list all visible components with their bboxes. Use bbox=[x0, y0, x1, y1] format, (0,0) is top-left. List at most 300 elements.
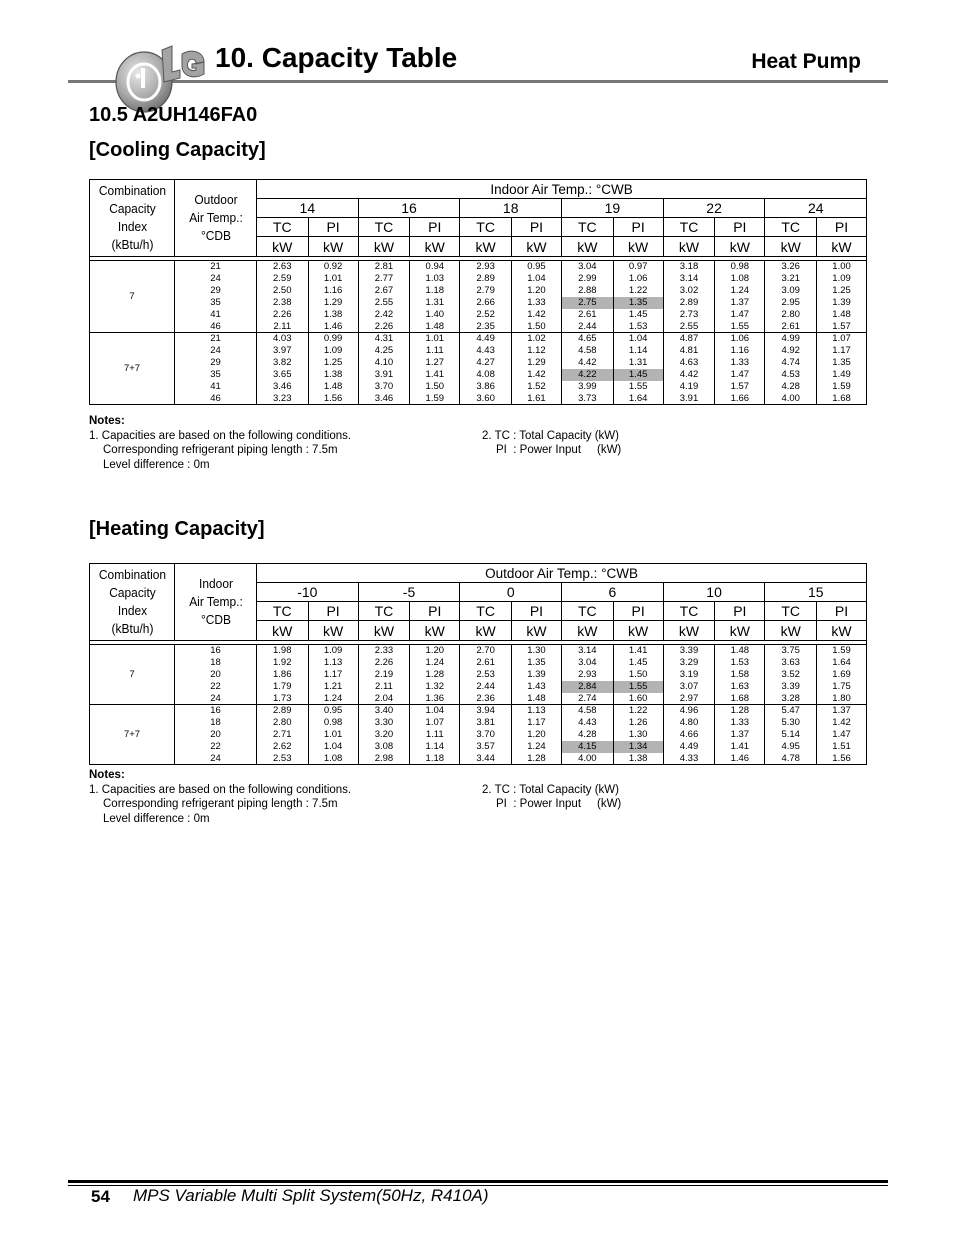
pi-header: PI bbox=[308, 602, 358, 621]
pi-value-cell: 1.56 bbox=[816, 753, 866, 765]
pi-value-cell: 1.68 bbox=[715, 693, 765, 705]
tc-value-cell: 2.44 bbox=[460, 681, 512, 693]
pi-value-cell: 1.04 bbox=[613, 333, 663, 345]
pi-value-cell: 1.31 bbox=[410, 297, 460, 309]
air-temp-cell: 41 bbox=[175, 381, 257, 393]
unit-header: kW bbox=[816, 621, 866, 641]
tc-value-cell: 4.42 bbox=[663, 369, 715, 381]
pi-value-cell: 1.29 bbox=[308, 297, 358, 309]
table-row bbox=[90, 273, 867, 285]
pi-header: PI bbox=[410, 602, 460, 621]
pi-value-cell: 1.41 bbox=[613, 645, 663, 657]
header-row bbox=[90, 180, 867, 199]
pi-value-cell: 1.37 bbox=[816, 705, 866, 717]
tc-value-cell: 4.81 bbox=[663, 345, 715, 357]
pi-value-cell: 1.32 bbox=[410, 681, 460, 693]
pi-value-cell: 1.12 bbox=[511, 345, 561, 357]
header-row bbox=[90, 564, 867, 583]
unit-header: kW bbox=[715, 237, 765, 257]
tc-value-cell: 2.26 bbox=[358, 321, 410, 333]
pi-value-cell: 1.39 bbox=[816, 297, 866, 309]
table-row bbox=[90, 381, 867, 393]
pi-value-cell: 1.45 bbox=[613, 369, 663, 381]
pi-value-cell: 1.57 bbox=[816, 321, 866, 333]
pi-value-cell: 1.09 bbox=[308, 645, 358, 657]
pi-value-cell: 1.53 bbox=[715, 657, 765, 669]
header-line: Air Temp.: bbox=[188, 210, 243, 225]
pi-value-cell: 1.20 bbox=[511, 285, 561, 297]
unit-header: kW bbox=[511, 621, 561, 641]
pi-value-cell: 1.48 bbox=[308, 381, 358, 393]
pi-header: PI bbox=[715, 218, 765, 237]
pi-value-cell: 1.18 bbox=[410, 285, 460, 297]
tc-value-cell: 3.39 bbox=[663, 645, 715, 657]
tc-value-cell: 3.04 bbox=[562, 657, 614, 669]
pi-value-cell: 1.09 bbox=[308, 345, 358, 357]
pi-value-cell: 0.92 bbox=[308, 261, 358, 273]
table-row bbox=[90, 369, 867, 381]
tc-value-cell: 4.15 bbox=[562, 741, 614, 753]
tc-value-cell: 3.02 bbox=[663, 285, 715, 297]
tc-value-cell: 4.78 bbox=[765, 753, 817, 765]
pi-value-cell: 1.38 bbox=[613, 753, 663, 765]
pi-value-cell: 1.14 bbox=[613, 345, 663, 357]
tc-value-cell: 3.18 bbox=[663, 261, 715, 273]
tc-value-cell: 2.75 bbox=[562, 297, 614, 309]
header-line: Outdoor bbox=[193, 192, 238, 207]
pi-value-cell: 1.24 bbox=[715, 285, 765, 297]
tc-value-cell: 3.19 bbox=[663, 669, 715, 681]
tc-value-cell: 3.52 bbox=[765, 669, 817, 681]
unit-header: kW bbox=[765, 237, 817, 257]
pi-value-cell: 1.80 bbox=[816, 693, 866, 705]
tc-header: TC bbox=[257, 602, 309, 621]
tc-value-cell: 3.21 bbox=[765, 273, 817, 285]
pi-value-cell: 1.60 bbox=[613, 693, 663, 705]
tc-value-cell: 4.28 bbox=[765, 381, 817, 393]
pi-value-cell: 1.04 bbox=[511, 273, 561, 285]
capacity-index-cell: 7 bbox=[90, 645, 175, 705]
note-2-pi: PI : Power Input (kW) bbox=[496, 798, 622, 810]
tc-header: TC bbox=[358, 218, 410, 237]
pi-value-cell: 1.34 bbox=[613, 741, 663, 753]
pi-value-cell: 1.33 bbox=[715, 357, 765, 369]
pi-value-cell: 1.64 bbox=[613, 393, 663, 405]
pi-value-cell: 1.48 bbox=[511, 693, 561, 705]
header-line: (kBtu/h) bbox=[111, 621, 153, 636]
temp-header: 6 bbox=[562, 583, 664, 602]
air-temp-cell: 18 bbox=[175, 717, 257, 729]
air-temp-cell: 29 bbox=[175, 357, 257, 369]
table-row bbox=[90, 309, 867, 321]
tc-value-cell: 2.38 bbox=[257, 297, 309, 309]
note-1: 1. Capacities are based on the following conditions. bbox=[89, 429, 352, 442]
tc-value-cell: 2.80 bbox=[257, 717, 309, 729]
pi-value-cell: 1.33 bbox=[511, 297, 561, 309]
tc-value-cell: 3.97 bbox=[257, 345, 309, 357]
tc-value-cell: 3.14 bbox=[663, 273, 715, 285]
pi-value-cell: 1.16 bbox=[715, 345, 765, 357]
pi-value-cell: 1.03 bbox=[410, 273, 460, 285]
pi-value-cell: 1.35 bbox=[511, 657, 561, 669]
temp-header: 0 bbox=[460, 583, 562, 602]
heating-notes bbox=[89, 768, 866, 826]
pi-value-cell: 1.38 bbox=[308, 309, 358, 321]
tc-value-cell: 2.63 bbox=[257, 261, 309, 273]
pi-value-cell: 0.97 bbox=[613, 261, 663, 273]
tc-value-cell: 4.42 bbox=[562, 357, 614, 369]
tc-value-cell: 2.88 bbox=[562, 285, 614, 297]
header-line: (kBtu/h) bbox=[111, 237, 153, 252]
tc-value-cell: 2.71 bbox=[257, 729, 309, 741]
tc-value-cell: 3.20 bbox=[358, 729, 410, 741]
air-temp-cell: 24 bbox=[175, 693, 257, 705]
temp-header: 18 bbox=[460, 199, 562, 218]
tc-value-cell: 2.89 bbox=[663, 297, 715, 309]
tc-value-cell: 2.42 bbox=[358, 309, 410, 321]
air-temp-cell: 29 bbox=[175, 285, 257, 297]
tc-value-cell: 2.36 bbox=[460, 693, 512, 705]
pi-value-cell: 1.28 bbox=[511, 753, 561, 765]
table-row bbox=[90, 753, 867, 765]
table-row bbox=[90, 393, 867, 405]
pi-value-cell: 1.59 bbox=[816, 645, 866, 657]
tc-value-cell: 3.30 bbox=[358, 717, 410, 729]
pi-value-cell: 1.33 bbox=[715, 717, 765, 729]
tc-value-cell: 1.92 bbox=[257, 657, 309, 669]
tc-value-cell: 4.00 bbox=[562, 753, 614, 765]
table-row bbox=[90, 297, 867, 309]
tc-value-cell: 4.08 bbox=[460, 369, 512, 381]
pi-value-cell: 1.17 bbox=[308, 669, 358, 681]
tc-value-cell: 3.94 bbox=[460, 705, 512, 717]
pi-value-cell: 1.28 bbox=[715, 705, 765, 717]
pi-value-cell: 0.98 bbox=[308, 717, 358, 729]
pi-value-cell: 0.94 bbox=[410, 261, 460, 273]
tc-value-cell: 2.35 bbox=[460, 321, 512, 333]
pi-value-cell: 1.51 bbox=[816, 741, 866, 753]
pi-value-cell: 1.75 bbox=[816, 681, 866, 693]
pi-value-cell: 1.04 bbox=[308, 741, 358, 753]
pi-value-cell: 1.09 bbox=[816, 273, 866, 285]
unit-header: kW bbox=[816, 237, 866, 257]
air-temp-cell: 46 bbox=[175, 321, 257, 333]
tc-header: TC bbox=[663, 602, 715, 621]
tc-value-cell: 4.99 bbox=[765, 333, 817, 345]
group-header: Indoor Air Temp.: °CWB bbox=[257, 180, 867, 199]
pi-value-cell: 1.39 bbox=[511, 669, 561, 681]
pi-value-cell: 1.61 bbox=[511, 393, 561, 405]
pi-value-cell: 1.56 bbox=[308, 393, 358, 405]
pi-header: PI bbox=[715, 602, 765, 621]
pi-value-cell: 1.52 bbox=[511, 381, 561, 393]
table-row bbox=[90, 717, 867, 729]
combination-header bbox=[93, 180, 171, 257]
temp-header: 10 bbox=[663, 583, 765, 602]
pi-header: PI bbox=[511, 218, 561, 237]
tc-value-cell: 3.08 bbox=[358, 741, 410, 753]
table-row bbox=[90, 681, 867, 693]
pi-value-cell: 1.43 bbox=[511, 681, 561, 693]
pi-value-cell: 1.31 bbox=[613, 357, 663, 369]
temp-header: 14 bbox=[257, 199, 359, 218]
pi-value-cell: 1.41 bbox=[410, 369, 460, 381]
pi-value-cell: 1.63 bbox=[715, 681, 765, 693]
tc-value-cell: 2.99 bbox=[562, 273, 614, 285]
pi-value-cell: 1.04 bbox=[410, 705, 460, 717]
tc-value-cell: 3.70 bbox=[460, 729, 512, 741]
header-line: Combination bbox=[98, 567, 166, 582]
pi-value-cell: 1.13 bbox=[511, 705, 561, 717]
tc-value-cell: 2.53 bbox=[257, 753, 309, 765]
tc-value-cell: 2.70 bbox=[460, 645, 512, 657]
pi-header: PI bbox=[410, 218, 460, 237]
air-temp-cell: 41 bbox=[175, 309, 257, 321]
tc-value-cell: 4.74 bbox=[765, 357, 817, 369]
pi-value-cell: 1.30 bbox=[613, 729, 663, 741]
tc-value-cell: 2.53 bbox=[460, 669, 512, 681]
pi-value-cell: 1.47 bbox=[715, 369, 765, 381]
tc-value-cell: 3.09 bbox=[765, 285, 817, 297]
air-temp-cell: 24 bbox=[175, 345, 257, 357]
footer-title: MPS Variable Multi Split System(50Hz, R410A) bbox=[133, 1186, 489, 1205]
tc-value-cell: 2.44 bbox=[562, 321, 614, 333]
tc-value-cell: 3.99 bbox=[562, 381, 614, 393]
pi-value-cell: 1.24 bbox=[308, 693, 358, 705]
tc-value-cell: 4.65 bbox=[562, 333, 614, 345]
table-row bbox=[90, 693, 867, 705]
pi-value-cell: 1.24 bbox=[511, 741, 561, 753]
capacity-index-cell: 7+7 bbox=[90, 333, 175, 405]
table-row bbox=[90, 261, 867, 273]
tc-value-cell: 3.26 bbox=[765, 261, 817, 273]
table-row bbox=[90, 345, 867, 357]
air-temp-cell: 21 bbox=[175, 261, 257, 273]
pi-header: PI bbox=[613, 602, 663, 621]
tc-value-cell: 4.22 bbox=[562, 369, 614, 381]
pi-value-cell: 0.98 bbox=[715, 261, 765, 273]
table-row bbox=[90, 645, 867, 657]
tc-value-cell: 2.11 bbox=[358, 681, 410, 693]
tc-value-cell: 3.70 bbox=[358, 381, 410, 393]
tc-value-cell: 4.03 bbox=[257, 333, 309, 345]
combination-header bbox=[93, 564, 171, 641]
tc-value-cell: 2.93 bbox=[562, 669, 614, 681]
air-temp-header bbox=[178, 180, 253, 257]
tc-value-cell: 1.79 bbox=[257, 681, 309, 693]
pi-value-cell: 1.35 bbox=[816, 357, 866, 369]
pi-value-cell: 1.22 bbox=[613, 285, 663, 297]
tc-value-cell: 2.81 bbox=[358, 261, 410, 273]
tc-value-cell: 2.26 bbox=[257, 309, 309, 321]
pi-value-cell: 1.01 bbox=[410, 333, 460, 345]
tc-value-cell: 3.57 bbox=[460, 741, 512, 753]
tc-value-cell: 4.33 bbox=[663, 753, 715, 765]
tc-value-cell: 2.97 bbox=[663, 693, 715, 705]
tc-value-cell: 3.40 bbox=[358, 705, 410, 717]
pi-value-cell: 1.58 bbox=[715, 669, 765, 681]
air-temp-cell: 20 bbox=[175, 729, 257, 741]
tc-value-cell: 3.23 bbox=[257, 393, 309, 405]
tc-value-cell: 4.66 bbox=[663, 729, 715, 741]
tc-value-cell: 4.10 bbox=[358, 357, 410, 369]
tc-value-cell: 2.80 bbox=[765, 309, 817, 321]
pi-value-cell: 1.59 bbox=[410, 393, 460, 405]
pi-value-cell: 1.24 bbox=[410, 657, 460, 669]
pi-value-cell: 1.66 bbox=[715, 393, 765, 405]
tc-value-cell: 2.50 bbox=[257, 285, 309, 297]
tc-header: TC bbox=[460, 218, 512, 237]
table-row bbox=[90, 357, 867, 369]
pi-value-cell: 1.50 bbox=[613, 669, 663, 681]
pi-value-cell: 1.06 bbox=[613, 273, 663, 285]
air-temp-cell: 35 bbox=[175, 369, 257, 381]
pi-value-cell: 1.30 bbox=[511, 645, 561, 657]
tc-value-cell: 2.52 bbox=[460, 309, 512, 321]
note-2-block bbox=[482, 783, 621, 812]
pi-value-cell: 1.48 bbox=[816, 309, 866, 321]
unit-header: kW bbox=[460, 621, 512, 641]
pi-value-cell: 1.38 bbox=[308, 369, 358, 381]
tc-value-cell: 3.73 bbox=[562, 393, 614, 405]
pi-value-cell: 1.49 bbox=[816, 369, 866, 381]
pi-value-cell: 1.18 bbox=[410, 753, 460, 765]
pi-value-cell: 1.42 bbox=[511, 369, 561, 381]
pi-header: PI bbox=[816, 218, 866, 237]
tc-value-cell: 3.91 bbox=[358, 369, 410, 381]
pi-value-cell: 1.36 bbox=[410, 693, 460, 705]
header-line: °CDB bbox=[200, 228, 231, 243]
tc-value-cell: 4.31 bbox=[358, 333, 410, 345]
tc-value-cell: 1.98 bbox=[257, 645, 309, 657]
tc-value-cell: 4.87 bbox=[663, 333, 715, 345]
note-1: 1. Capacities are based on the following conditions. bbox=[89, 783, 352, 796]
temp-header: -5 bbox=[358, 583, 460, 602]
tc-header: TC bbox=[257, 218, 309, 237]
pi-value-cell: 0.95 bbox=[511, 261, 561, 273]
tc-value-cell: 2.11 bbox=[257, 321, 309, 333]
tc-value-cell: 2.77 bbox=[358, 273, 410, 285]
tc-value-cell: 4.53 bbox=[765, 369, 817, 381]
tc-header: TC bbox=[765, 218, 817, 237]
tc-value-cell: 3.39 bbox=[765, 681, 817, 693]
temp-header: -10 bbox=[257, 583, 359, 602]
pi-value-cell: 1.45 bbox=[613, 657, 663, 669]
cooling-section-title: [Cooling Capacity] bbox=[89, 139, 266, 161]
air-temp-cell: 20 bbox=[175, 669, 257, 681]
air-temp-cell: 16 bbox=[175, 705, 257, 717]
pi-header: PI bbox=[308, 218, 358, 237]
header-line: Air Temp.: bbox=[188, 594, 243, 609]
pi-value-cell: 1.47 bbox=[816, 729, 866, 741]
pi-value-cell: 1.55 bbox=[613, 681, 663, 693]
tc-value-cell: 3.81 bbox=[460, 717, 512, 729]
unit-header: kW bbox=[257, 621, 309, 641]
air-temp-cell: 22 bbox=[175, 681, 257, 693]
tc-value-cell: 2.89 bbox=[257, 705, 309, 717]
note-1-piping: Corresponding refrigerant piping length : 7.5m bbox=[103, 444, 338, 456]
pi-value-cell: 1.40 bbox=[410, 309, 460, 321]
tc-value-cell: 5.47 bbox=[765, 705, 817, 717]
tc-value-cell: 2.79 bbox=[460, 285, 512, 297]
pi-value-cell: 1.07 bbox=[816, 333, 866, 345]
air-temp-cell: 24 bbox=[175, 753, 257, 765]
table-row bbox=[90, 705, 867, 717]
pi-value-cell: 1.46 bbox=[715, 753, 765, 765]
pi-value-cell: 1.21 bbox=[308, 681, 358, 693]
air-temp-cell: 22 bbox=[175, 741, 257, 753]
page-number: 54 bbox=[91, 1187, 110, 1206]
tc-header: TC bbox=[562, 602, 614, 621]
unit-header: kW bbox=[562, 237, 614, 257]
notes-title: Notes: bbox=[89, 415, 125, 427]
pi-value-cell: 1.28 bbox=[410, 669, 460, 681]
temp-header: 24 bbox=[765, 199, 867, 218]
pi-value-cell: 1.42 bbox=[511, 309, 561, 321]
tc-value-cell: 3.91 bbox=[663, 393, 715, 405]
tc-value-cell: 4.80 bbox=[663, 717, 715, 729]
pi-value-cell: 1.50 bbox=[410, 381, 460, 393]
pi-header: PI bbox=[816, 602, 866, 621]
tc-value-cell: 3.46 bbox=[358, 393, 410, 405]
table-row bbox=[90, 729, 867, 741]
pi-value-cell: 1.13 bbox=[308, 657, 358, 669]
pi-value-cell: 1.08 bbox=[308, 753, 358, 765]
unit-header: kW bbox=[715, 621, 765, 641]
table-row bbox=[90, 285, 867, 297]
model-title: 10.5 A2UH146FA0 bbox=[89, 104, 258, 126]
pi-value-cell: 1.53 bbox=[613, 321, 663, 333]
pi-value-cell: 1.68 bbox=[816, 393, 866, 405]
unit-header: kW bbox=[562, 621, 614, 641]
tc-value-cell: 2.55 bbox=[663, 321, 715, 333]
pi-value-cell: 1.22 bbox=[613, 705, 663, 717]
pi-value-cell: 1.48 bbox=[715, 645, 765, 657]
unit-header: kW bbox=[257, 237, 309, 257]
tc-value-cell: 2.59 bbox=[257, 273, 309, 285]
tc-value-cell: 2.74 bbox=[562, 693, 614, 705]
footer-rule bbox=[68, 1180, 888, 1183]
air-temp-cell: 21 bbox=[175, 333, 257, 345]
tc-header: TC bbox=[765, 602, 817, 621]
tc-value-cell: 4.58 bbox=[562, 705, 614, 717]
capacity-index-cell: 7 bbox=[90, 261, 175, 333]
tc-value-cell: 2.04 bbox=[358, 693, 410, 705]
pi-value-cell: 1.41 bbox=[715, 741, 765, 753]
table-row bbox=[90, 333, 867, 345]
air-temp-cell: 16 bbox=[175, 645, 257, 657]
header-line: Capacity Index bbox=[108, 585, 156, 618]
temp-header: 19 bbox=[562, 199, 664, 218]
pi-value-cell: 1.01 bbox=[308, 729, 358, 741]
cooling-capacity-table bbox=[89, 179, 867, 405]
pi-value-cell: 1.11 bbox=[410, 729, 460, 741]
pi-value-cell: 1.57 bbox=[715, 381, 765, 393]
unit-header: kW bbox=[308, 237, 358, 257]
pi-header: PI bbox=[613, 218, 663, 237]
unit-header: kW bbox=[358, 621, 410, 641]
pi-value-cell: 1.20 bbox=[410, 645, 460, 657]
pi-value-cell: 1.08 bbox=[715, 273, 765, 285]
note-2: 2. TC : Total Capacity (kW) bbox=[482, 783, 619, 796]
unit-header: kW bbox=[460, 237, 512, 257]
tc-value-cell: 2.66 bbox=[460, 297, 512, 309]
header-line: Indoor bbox=[198, 576, 233, 591]
note-2: 2. TC : Total Capacity (kW) bbox=[482, 429, 619, 442]
pi-value-cell: 1.25 bbox=[816, 285, 866, 297]
tc-header: TC bbox=[460, 602, 512, 621]
tc-value-cell: 4.28 bbox=[562, 729, 614, 741]
